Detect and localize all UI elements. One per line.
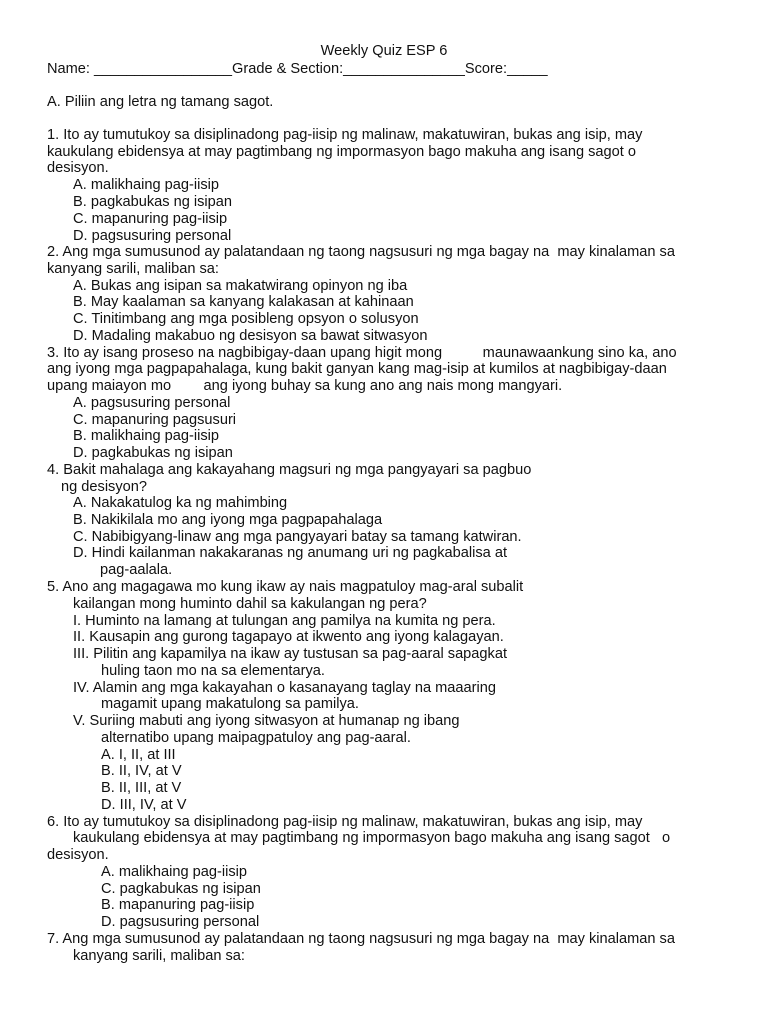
choice: C. pagkabukas ng isipan (101, 881, 261, 897)
student-info-line: Name: _________________Grade & Section:_______________Score:_____ (47, 61, 548, 77)
question-text: kailangan mong huminto dahil sa kakulangan ng pera? (73, 596, 427, 612)
choice: C. Tinitimbang ang mga posibleng opsyon o solusyon (73, 311, 419, 327)
question-text: kaukulang ebidensya at may pagtimbang ng impormasyon bago makuha ang isang sagot o (73, 830, 671, 846)
choice: B. malikhaing pag-iisip (73, 428, 220, 444)
question-text: 3. Ito ay isang proseso na nagbibigay-daan upang higit mong maunawaankung sino ka, ano (47, 345, 677, 361)
question-text: 4. Bakit mahalaga ang kakayahang magsuri ng mga pangyayari sa pagbuo (47, 462, 532, 478)
choice: A. pagsusuring personal (73, 395, 231, 411)
choice: B. II, IV, at V (101, 763, 182, 779)
statement: V. Suriing mabuti ang iyong sitwasyon at humanap ng ibang (73, 713, 460, 729)
choice: D. Madaling makabuo ng desisyon sa bawat sitwasyon (73, 328, 428, 344)
choice: A. Nakakatulog ka ng mahimbing (73, 495, 288, 511)
question-text: 1. Ito ay tumutukoy sa disiplinadong pag-iisip ng malinaw, makatuwiran, bukas ang isip, may (47, 127, 643, 143)
question-text: upang maiayon mo ang iyong buhay sa kung ano ang nais mong mangyari. (47, 378, 563, 394)
question-text: ng desisyon? (61, 479, 148, 495)
choice: A. malikhaing pag-iisip (101, 864, 248, 880)
choice: B. II, III, at V (101, 780, 182, 796)
choice: C. mapanuring pag-iisip (73, 211, 228, 227)
statement: II. Kausapin ang gurong tagapayo at ikwento ang iyong kalagayan. (73, 629, 504, 645)
choice: B. pagkabukas ng isipan (73, 194, 233, 210)
statement: III. Pilitin ang kapamilya na ikaw ay tustusan sa pag-aaral sapagkat (73, 646, 508, 662)
question-text: desisyon. (47, 160, 109, 176)
choice: B. mapanuring pag-iisip (101, 897, 255, 913)
question-text: 5. Ano ang magagawa mo kung ikaw ay nais magpatuloy mag-aral subalit (47, 579, 524, 595)
choice-continuation: pag-aalala. (100, 562, 173, 578)
question-text: 7. Ang mga sumusunod ay palatandaan ng taong nagsusuri ng mga bagay na may kinalaman sa (47, 931, 675, 947)
question-text: 2. Ang mga sumusunod ay palatandaan ng taong nagsusuri ng mga bagay na may kinalaman sa (47, 244, 675, 260)
choice: A. Bukas ang isipan sa makatwirang opinyon ng iba (73, 278, 408, 294)
statement-continuation: alternatibo upang maipagpatuloy ang pag-aaral. (101, 730, 411, 746)
choice: C. mapanuring pagsusuri (73, 412, 237, 428)
choice: D. pagsusuring personal (73, 228, 232, 244)
choice: D. Hindi kailanman nakakaranas ng anumang uri ng pagkabalisa at (73, 545, 508, 561)
choice: D. III, IV, at V (101, 797, 187, 813)
choice: A. I, II, at III (101, 747, 176, 763)
choice: D. pagsusuring personal (101, 914, 260, 930)
question-text: desisyon. (47, 847, 109, 863)
choice: A. malikhaing pag-iisip (73, 177, 220, 193)
quiz-title: Weekly Quiz ESP 6 (320, 43, 448, 59)
question-text: kanyang sarili, maliban sa: (73, 948, 245, 964)
statement-continuation: huling taon mo na sa elementarya. (101, 663, 325, 679)
instruction: A. Piliin ang letra ng tamang sagot. (47, 94, 274, 110)
choice: D. pagkabukas ng isipan (73, 445, 233, 461)
question-text: kanyang sarili, maliban sa: (47, 261, 219, 277)
choice: B. Nakikilala mo ang iyong mga pagpapahalaga (73, 512, 383, 528)
choice: C. Nabibigyang-linaw ang mga pangyayari batay sa tamang katwiran. (73, 529, 522, 545)
question-text: 6. Ito ay tumutukoy sa disiplinadong pag-iisip ng malinaw, makatuwiran, bukas ang isip, may (47, 814, 643, 830)
statement-continuation: magamit upang makatulong sa pamilya. (101, 696, 359, 712)
question-text: ang iyong mga pagpapahalaga, kung bakit ganyan kang mag-isip at kumilos at nagbibigay-daan (47, 361, 667, 377)
statement: IV. Alamin ang mga kakayahan o kasanayang taglay na maaaring (73, 680, 496, 696)
statement: I. Huminto na lamang at tulungan ang pamilya na kumita ng pera. (73, 613, 496, 629)
question-text: kaukulang ebidensya at may pagtimbang ng impormasyon bago makuha ang isang sagot o (47, 144, 636, 160)
choice: B. May kaalaman sa kanyang kalakasan at kahinaan (73, 294, 414, 310)
